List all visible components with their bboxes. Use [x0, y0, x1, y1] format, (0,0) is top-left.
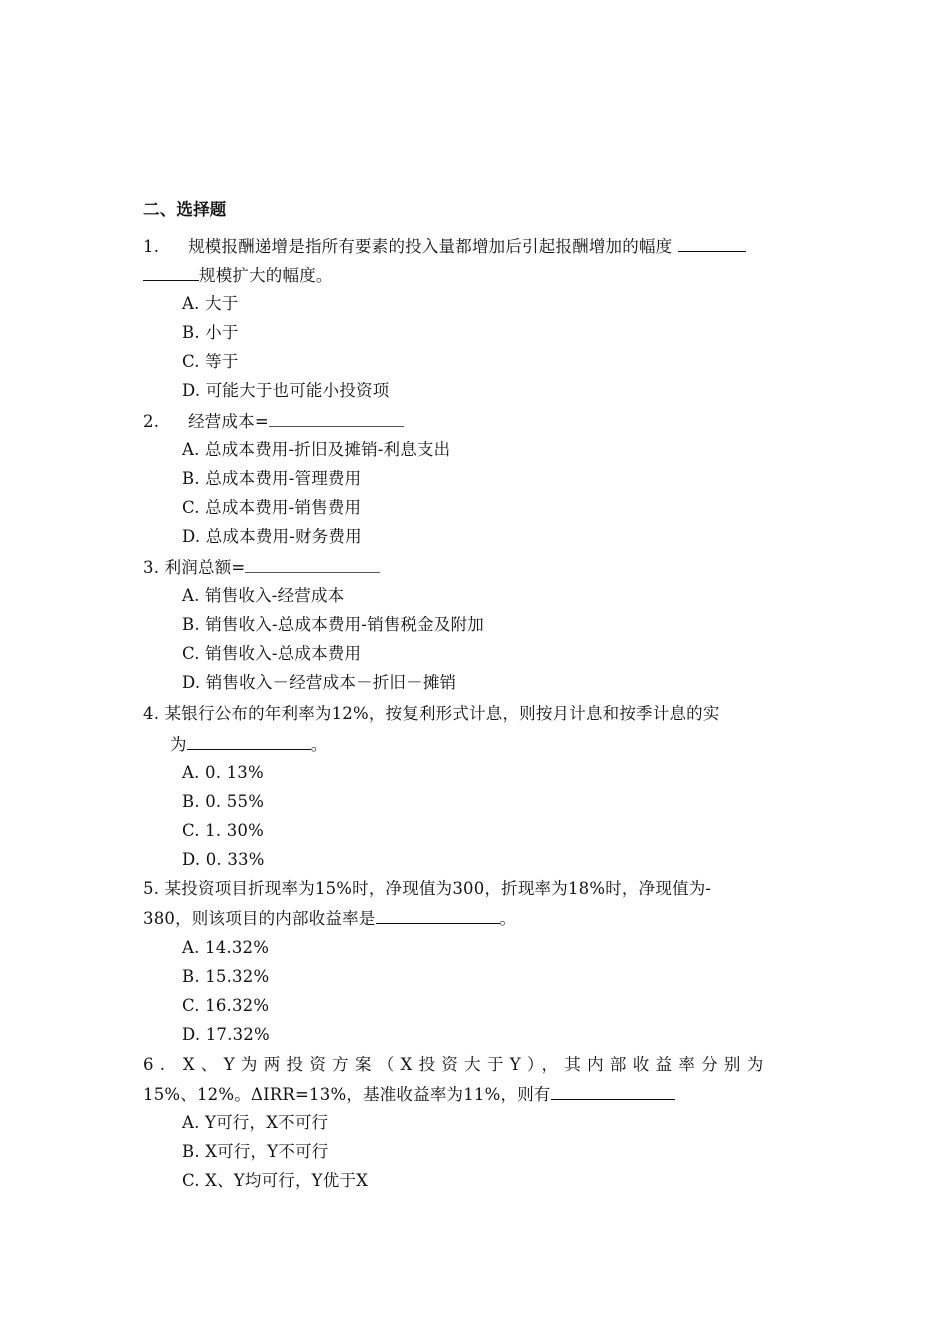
question-5-blank[interactable] — [376, 907, 500, 924]
question-2-blank[interactable] — [269, 410, 404, 427]
question-1-text: 规模报酬递增是指所有要素的投入量都增加后引起报酬增加的幅度 — [188, 237, 673, 256]
question-3-option-b: B. 销售收入-总成本费用-销售税金及附加 — [182, 615, 484, 634]
question-2-number: 2. — [143, 412, 160, 431]
question-6-option-a: A. Y可行，X不可行 — [182, 1113, 329, 1132]
section-heading: 二、选择题 — [143, 200, 227, 219]
question-6-option-b: B. X可行，Y不可行 — [182, 1142, 329, 1161]
question-4-line-1: 4. 某银行公布的年利率为12%，按复利形式计息，则按月计息和按季计息的实 — [143, 704, 720, 723]
question-5-option-b: B. 15.32% — [182, 967, 270, 986]
question-3-option-a: A. 销售收入-经营成本 — [182, 586, 345, 605]
question-6-text-continued: 15%、12%。ΔIRR=13%，基准收益率为11%，则有 — [143, 1085, 551, 1104]
question-5-option-d: D. 17.32% — [182, 1025, 270, 1044]
question-5-line-1: 5. 某投资项目折现率为15%时，净现值为300，折现率为18%时，净现值为- — [143, 879, 712, 898]
question-6-line-1: 6. X、Y为两投资方案（X投资大于Y），其内部收益率分别为 — [143, 1055, 770, 1074]
question-2-option-b: B. 总成本费用-管理费用 — [182, 469, 362, 488]
question-1-option-b: B. 小于 — [182, 323, 239, 342]
question-1-number: 1. — [143, 237, 160, 256]
question-1-blank-continued[interactable] — [143, 264, 199, 281]
question-4-line-2 — [170, 733, 327, 756]
question-5-period: 。 — [499, 909, 517, 928]
question-2-text: 经营成本= — [188, 412, 269, 431]
question-1-line-1 — [143, 235, 746, 258]
question-4-option-b: B. 0. 55% — [182, 792, 265, 811]
question-1-blank[interactable] — [678, 235, 746, 252]
question-3-option-c: C. 销售收入-总成本费用 — [182, 644, 362, 663]
question-1-option-c: C. 等于 — [182, 352, 239, 371]
question-5-option-c: C. 16.32% — [182, 996, 270, 1015]
question-5-option-a: A. 14.32% — [182, 938, 270, 957]
question-4-option-a: A. 0. 13% — [182, 763, 264, 782]
question-6-line-2 — [143, 1083, 675, 1106]
question-4-text-continued: 为 — [170, 735, 187, 754]
question-2-line — [143, 410, 404, 433]
question-1-text-continued: 规模扩大的幅度。 — [199, 266, 333, 285]
question-1-line-2 — [143, 264, 333, 287]
question-6-blank[interactable] — [551, 1083, 675, 1100]
question-5-line-2 — [143, 907, 516, 930]
question-3-blank[interactable] — [245, 556, 380, 573]
question-4-blank[interactable] — [187, 733, 311, 750]
question-4-period: 。 — [310, 735, 328, 754]
question-3-text: 3. 利润总额= — [143, 558, 246, 577]
question-3-line — [143, 556, 380, 579]
question-2-option-a: A. 总成本费用-折旧及摊销-利息支出 — [182, 440, 451, 459]
question-3-option-d: D. 销售收入－经营成本－折旧－摊销 — [182, 673, 457, 692]
question-1-option-d: D. 可能大于也可能小投资项 — [182, 381, 390, 400]
question-2-option-d: D. 总成本费用-财务费用 — [182, 527, 362, 546]
question-4-option-d: D. 0. 33% — [182, 850, 265, 869]
question-6-option-c: C. X、Y均可行，Y优于X — [182, 1171, 369, 1190]
question-2-option-c: C. 总成本费用-销售费用 — [182, 498, 362, 517]
question-1-option-a: A. 大于 — [182, 294, 239, 313]
question-4-option-c: C. 1. 30% — [182, 821, 264, 840]
question-5-text-continued: 380，则该项目的内部收益率是 — [143, 909, 376, 928]
